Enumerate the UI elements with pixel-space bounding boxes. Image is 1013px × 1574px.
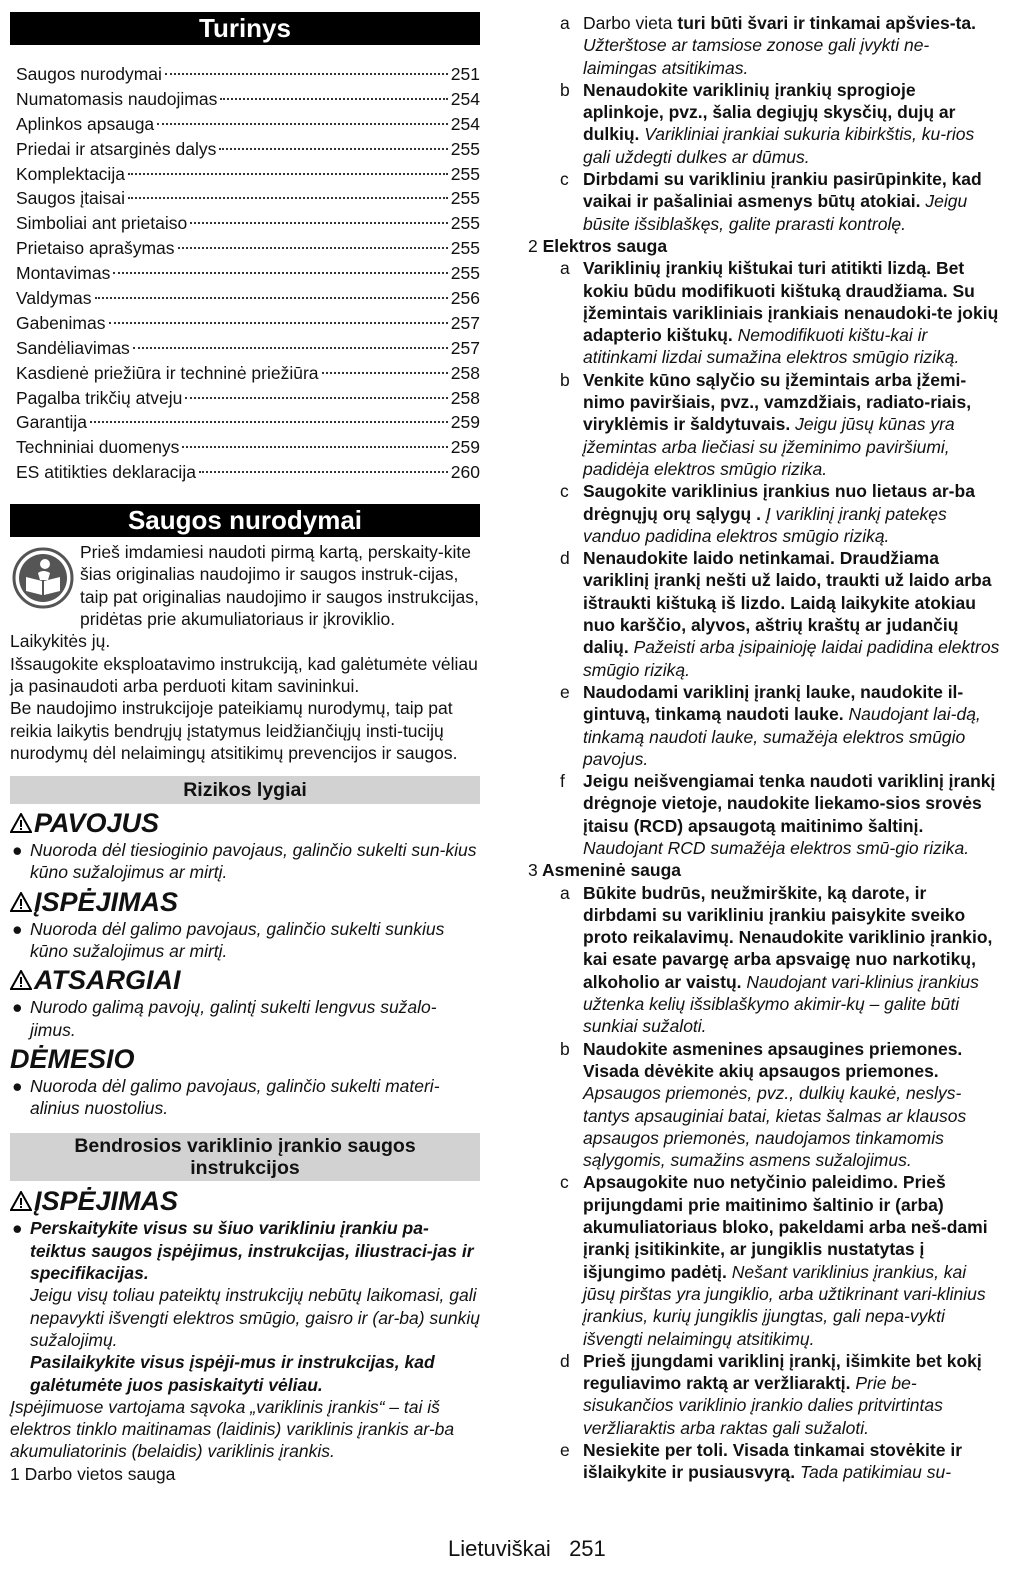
personal-item-c: c Apsaugokite nuo netyčinio paleidimo. Prieš prijungdami prie maitinimo šaltinio ir (arba) akumuliatoriaus bloko, pakeldami arba neš-dami įrankį įsitikinkite, ar jungiklis nustatytas į išjungimo padėtį. Nešant variklinius įrankius, kai jūsų pirštas yra jungiklio, arba užtikrinant vari-klinius įrankius, kurių jungiklis įjungtas, gali nepa-vykti išvengti nelaimingų atsitikimų. bbox=[560, 1172, 988, 1349]
toc-entry-page: 254 bbox=[450, 113, 480, 134]
toc-entry[interactable] bbox=[16, 186, 480, 211]
toc-title: Turinys bbox=[10, 12, 480, 45]
toc-entry[interactable] bbox=[16, 211, 480, 236]
section-2-heading: 2 Elektros sauga bbox=[528, 235, 668, 256]
toc-leader-dots bbox=[157, 123, 448, 125]
toc-entry-label: Prietaiso aprašymas bbox=[16, 238, 175, 259]
toc-entry-page: 255 bbox=[450, 213, 480, 234]
toc-entry[interactable] bbox=[16, 386, 480, 411]
warning-description: ● Nuoroda dėl galimo pavojaus, galinčio sukelti sunkius kūno sužalojimus ar mirtį. bbox=[12, 918, 445, 961]
notice-description: ● Nuoroda dėl galimo pavojaus, galinčio sukelti materi-alinius nuostolius. bbox=[12, 1075, 440, 1119]
toc-entry-page: 257 bbox=[450, 312, 480, 333]
electric-item-e: e Naudodami variklinį įrankį lauke, naudokite il-gintuvą, tinkamą naudoti lauke. Naudojant lai-dą, tinkamą naudoti lauke, sumažėja elektros smūgio pavojus. bbox=[560, 681, 981, 769]
intro-paragraph-4: Be naudojimo instrukcijoje pateikiamų nurodymų, taip pat reikia laikytis bendrųjų įstatymus leidžiančiųjų insti-tucijų nurodymų dėl nelaimingų atsitikimų prevencijos ir saugos. bbox=[10, 698, 458, 763]
toc-entry-page: 260 bbox=[450, 462, 480, 483]
danger-signal: PAVOJUS bbox=[10, 807, 480, 839]
toc-leader-dots bbox=[165, 73, 448, 75]
toc-entry[interactable] bbox=[16, 410, 480, 435]
toc-entry[interactable] bbox=[16, 236, 480, 261]
toc-entry[interactable] bbox=[16, 62, 480, 87]
toc-entry-label: ES atitikties deklaracija bbox=[16, 462, 196, 483]
personal-item-b: b Naudokite asmenines apsaugines priemones. Visada dėvėkite akių apsaugos priemones. Apsaugos priemonės, pvz., dulkių kaukė, neslys-tantys apsauginiai batai, kietas šalmas ar klausos apsaugos priemonės, naudojamos tinkamomis sąlygomis, sumažins asmens sužalojimus. bbox=[560, 1038, 967, 1171]
toc-entry-label: Montavimas bbox=[16, 263, 111, 284]
toc-entry[interactable] bbox=[16, 361, 480, 386]
toc-entry-label: Numatomasis naudojimas bbox=[16, 88, 218, 109]
general-warning-bullet: ● Perskaitykite visus su šiuo varikliniu įrankiu pa-teiktus saugos įspėjimus, instrukcijas, iliustraci-jas ir specifikacijas. Jeigu visų toliau pateiktų instrukcijų nebūtų laikomasi, gali nepavykti išvengti elektros smūgio, gaisro ir (ar-ba) sunkių sužalojimų. Pasilaikykite visus įspėji-mus ir instrukcijas, kad galėtumėte juos pasiskaityti vėliau. bbox=[12, 1218, 481, 1395]
toc-entry[interactable] bbox=[16, 336, 480, 361]
intro-paragraph-1: Prieš imdamiesi naudoti pirmą kartą, perskaity-kite šias originalias naudojimo ir saugos instruk-cijas, taip pat originalias naudojimo ir saugos instrukcijas, pridėtas prie akumuliatoriaus ir įkroviklio. bbox=[80, 542, 479, 630]
electric-item-a: a Variklinių įrankių kištukai turi atitikti lizdą. Bet kokiu būdu modifikuoti kištuką draudžiama. Su įžemintais varikliniais įrankiais nenaudoki-te jokių adapterio kištukų. Nemodifikuoti kištu-kai ir atitinkami lizdai sumažina elektros smūgio riziką. bbox=[560, 258, 999, 368]
toc-leader-dots bbox=[178, 247, 448, 249]
term-note: Įspėjimuose vartojama sąvoka „variklinis įrankis“ – tai iš elektros tinklo maitinamas (laidinis) variklinis įrankis ar-ba akumuliatorinis (belaidis) variklinis įrankis. bbox=[10, 1396, 455, 1462]
toc-entry-label: Aplinkos apsauga bbox=[16, 113, 155, 134]
toc-entry-page: 255 bbox=[450, 188, 480, 209]
toc-entry[interactable] bbox=[16, 435, 480, 460]
toc-entry-page: 255 bbox=[450, 238, 480, 259]
general-warning-signal: ĮSPĖJIMAS bbox=[10, 1185, 480, 1217]
warning-triangle-icon bbox=[10, 813, 32, 833]
toc-entry-label: Valdymas bbox=[16, 288, 92, 309]
toc-entry-label: Garantija bbox=[16, 412, 88, 433]
toc-entry[interactable] bbox=[16, 460, 480, 485]
toc-entry[interactable] bbox=[16, 87, 480, 112]
toc-entry-page: 255 bbox=[450, 163, 480, 184]
personal-item-a: a Būkite budrūs, neužmirškite, ką darote, ir dirbdami su varikliniu įrankiu paisykite sveiko proto reikalavimų. Nenaudokite variklinio įrankio, kai esate pavargę arba apsvaigę nuo narkotikų, alkoholio ar vaistų. Naudojant vari-klinius įrankius užtenka kelių išsiblaškymo akimir-kų – galite būti sunkiai sužaloti. bbox=[560, 882, 993, 1037]
toc-entry-page: 255 bbox=[450, 138, 480, 159]
left-column bbox=[10, 12, 480, 1485]
toc-leader-dots bbox=[128, 197, 448, 199]
intro-paragraph-3: Išsaugokite eksploatavimo instrukciją, kad galėtumėte vėliau ja pasinaudoti arba perduoti kitam savininkui. bbox=[10, 653, 478, 696]
section-3-heading: 3 Asmeninė sauga bbox=[528, 860, 682, 881]
safety-title: Saugos nurodymai bbox=[10, 504, 480, 537]
section-1-heading: 1 Darbo vietos sauga bbox=[10, 1463, 176, 1484]
toc-leader-dots bbox=[133, 347, 448, 349]
table-of-contents bbox=[10, 62, 480, 485]
warning-triangle-icon bbox=[10, 1191, 32, 1211]
toc-entry-label: Gabenimas bbox=[16, 312, 106, 333]
caution-description: ● Nurodo galimą pavojų, galintį sukelti lengvus sužalo-jimus. bbox=[12, 997, 437, 1040]
caution-signal: ATSARGIAI bbox=[10, 964, 480, 996]
personal-item-e: e Nesiekite per toli. Visada tinkamai stovėkite ir išlaikykite ir pusiausvyrą. Tada patikimiau su- bbox=[560, 1440, 963, 1483]
work-item-b: b Nenaudokite variklinių įrankių sprogioje aplinkoje, pvz., šalia degiųjų skysčių, dujų ar dulkių. Varikliniai įrankiai sukuria kibirkštis, ku-rios gali uždegti dulkes ar dūmus. bbox=[560, 79, 975, 167]
toc-entry-label: Priedai ir atsarginės dalys bbox=[16, 138, 217, 159]
toc-leader-dots bbox=[113, 272, 447, 274]
toc-entry-page: 258 bbox=[450, 362, 480, 383]
right-column bbox=[528, 12, 1000, 1484]
toc-entry-page: 259 bbox=[450, 437, 480, 458]
toc-entry[interactable] bbox=[16, 261, 480, 286]
toc-entry-page: 251 bbox=[450, 64, 480, 84]
toc-leader-dots bbox=[95, 297, 448, 299]
personal-item-d: d Prieš įjungdami variklinį įrankį, išimkite bet kokį reguliavimo raktą ar veržliaraktį. Prie be-sisukančios variklinio įrankio dalies pritvirtintas veržliaraktis arba raktas gali sužaloti. bbox=[560, 1350, 982, 1438]
general-safety-title: Bendrosios variklinio įrankio saugos instrukcijos bbox=[10, 1133, 480, 1181]
toc-entry-page: 259 bbox=[450, 412, 480, 433]
toc-entry[interactable] bbox=[16, 286, 480, 311]
work-item-c: c Dirbdami su varikliniu įrankiu pasirūpinkite, kad vaikai ir pašaliniai asmenys būtų atokiai. Jeigu būsite išsiblaškęs, galite prarasti kontrolę. bbox=[560, 169, 982, 234]
toc-leader-dots bbox=[90, 421, 448, 423]
toc-entry-page: 254 bbox=[450, 88, 480, 109]
electric-item-f: f Jeigu neišvengiamai tenka naudoti variklinį įrankį drėgnoje vietoje, naudokite liekamo-sios srovės įtaisu (RCD) apsaugotą maitinimo šaltinį. Naudojant RCD sumažėja elektros smū-gio rizika. bbox=[560, 771, 996, 858]
work-item-a: a Darbo vieta turi būti švari ir tinkamai apšvies-ta. Užterštose ar tamsiose zonose gali įvykti ne-laimingas atsitikimas. bbox=[560, 13, 976, 78]
warning-signal: ĮSPĖJIMAS bbox=[10, 886, 480, 918]
toc-entry-page: 255 bbox=[450, 263, 480, 284]
toc-entry[interactable] bbox=[16, 162, 480, 187]
toc-entry-label: Simboliai ant prietaiso bbox=[16, 213, 188, 234]
toc-entry-label: Kasdienė priežiūra ir techninė priežiūra bbox=[16, 362, 319, 383]
toc-leader-dots bbox=[128, 173, 448, 175]
electric-item-b: b Venkite kūno sąlyčio su įžemintais arba įžemi-nimo paviršiais, pvz., vamzdžiais, radiato-riais, viryklėmis ir šaldytuvais. Jeigu jūsų kūnas yra įžemintas arba liečiasi su įžeminimo paviršiumi, padidėja elektros smūgio rizika. bbox=[560, 369, 972, 479]
toc-leader-dots bbox=[220, 98, 447, 100]
toc-entry-label: Komplektacija bbox=[16, 163, 125, 184]
toc-leader-dots bbox=[182, 446, 447, 448]
toc-entry-label: Pagalba trikčių atveju bbox=[16, 387, 183, 408]
toc-leader-dots bbox=[190, 222, 448, 224]
toc-entry-label: Sandėliavimas bbox=[16, 337, 130, 358]
warning-triangle-icon bbox=[10, 970, 32, 990]
toc-entry-label: Saugos nurodymai bbox=[16, 64, 162, 84]
toc-leader-dots bbox=[199, 471, 448, 473]
page-number: 251 bbox=[569, 1536, 606, 1561]
toc-entry[interactable] bbox=[16, 311, 480, 336]
intro-paragraph-2: Laikykitės jų. bbox=[10, 631, 111, 652]
safety-intro bbox=[10, 541, 480, 630]
toc-entry-label: Techniniai duomenys bbox=[16, 437, 180, 458]
toc-entry-label: Saugos įtaisai bbox=[16, 188, 125, 209]
footer-language: Lietuviškai bbox=[448, 1536, 551, 1561]
page-footer bbox=[448, 1536, 606, 1562]
toc-leader-dots bbox=[322, 372, 448, 374]
warning-triangle-icon bbox=[10, 892, 32, 912]
electric-item-c: c Saugokite variklinius įrankius nuo lietaus ar-ba drėgnųjų orų sąlygų . Į variklinį įrankį patekęs vanduo padidina elektros smūgio riziką. bbox=[560, 481, 975, 546]
toc-entry-page: 256 bbox=[450, 288, 480, 309]
toc-entry[interactable] bbox=[16, 137, 480, 162]
notice-signal: DĖMESIO bbox=[10, 1043, 135, 1074]
electric-item-d: d Nenaudokite laido netinkamai. Draudžiama variklinį įrankį nešti už laido, traukti už laido arba ištraukti kištuką iš lizdo. Laidą laikykite atokiau nuo karščio, alyvos, aštrių kraštų ar judančių dalių. Pažeisti arba įsipainioję laidai padidina elektros smūgio riziką. bbox=[560, 548, 1000, 680]
toc-entry-page: 258 bbox=[450, 387, 480, 408]
danger-description: ● Nuoroda dėl tiesioginio pavojaus, galinčio sukelti sun-kius kūno sužalojimus ar mirtį. bbox=[12, 840, 477, 883]
toc-leader-dots bbox=[185, 397, 447, 399]
toc-entry[interactable] bbox=[16, 112, 480, 137]
toc-leader-dots bbox=[109, 322, 448, 324]
read-manual-icon bbox=[12, 547, 74, 609]
toc-entry-page: 257 bbox=[450, 337, 480, 358]
toc-leader-dots bbox=[219, 148, 447, 150]
risk-levels-title: Rizikos lygiai bbox=[10, 776, 480, 804]
